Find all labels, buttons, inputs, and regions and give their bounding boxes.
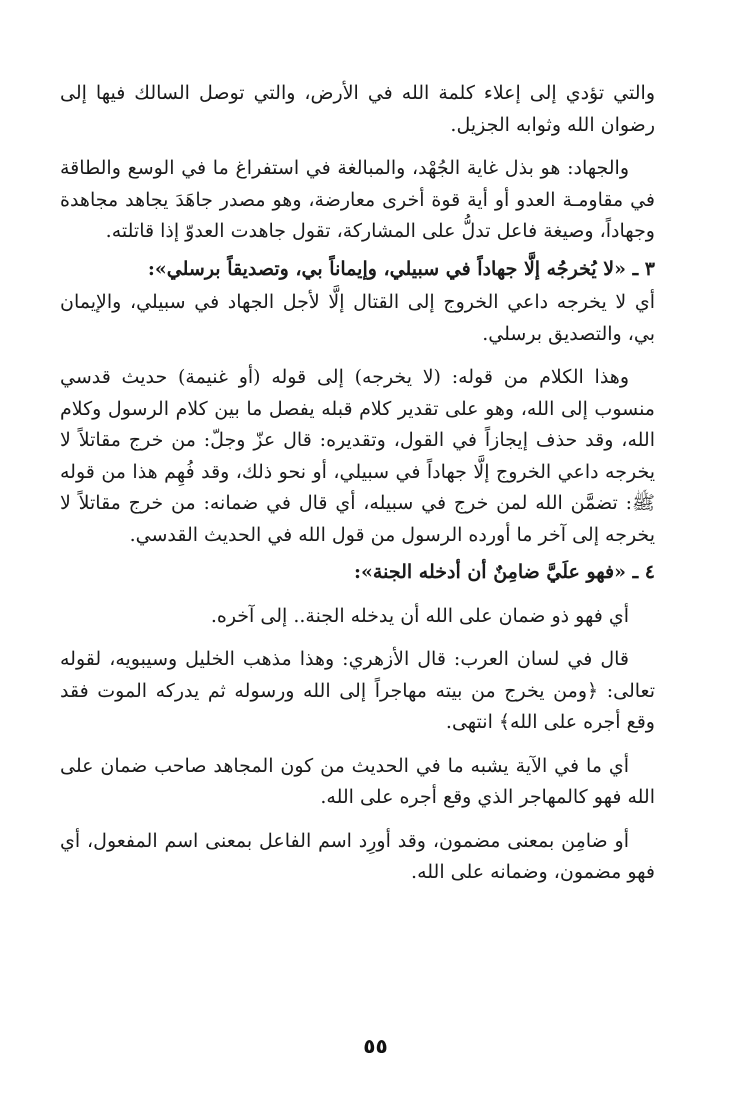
paragraph-lisan-al-arab: قال في لسان العرب: قال الأزهري: وهذا مذهب الخليل وسيبويه، لقوله تعالى: ﴿ومن يخرج من بيته مهاجراً إلى الله ورسوله ثم يدركه الموت فقد وقع أجره على الله﴾ انتهى. xyxy=(60,648,655,733)
page-number: ٥٥ xyxy=(363,1034,388,1058)
paragraph-qudsi-hadith: وهذا الكلام من قوله: (لا يخرجه) إلى قوله (أو غنيمة) حديث قدسي منسوب إلى الله، وهو على تقدير كلام قبله يفصل ما بين كلام الرسول وكلام الله، وقد حذف إيجازاً في القول، وتقديره: قال عزّ وجلّ: من خرج مقاتلاً لا يخرجه داعي الخروج إلَّا جهاداً في سبيلي، أو نحو ذلك، وقد فُهِم هذا من قوله ﷺ: تضمَّن الله لمن خرج في سبيله، أي قال في ضمانه: من خرج مقاتلاً لا يخرجه إلى آخر ما أورده الرسول من قول الله في الحديث القدسي. xyxy=(60,366,655,546)
page-body xyxy=(60,78,655,889)
paragraph-damin-meaning: أو ضامِن بمعنى مضمون، وقد أورِد اسم الفاعل بمعنى اسم المفعول، أي فهو مضمون، وضمانه على الله. xyxy=(60,829,655,883)
paragraph-intro-continuation: والتي تؤدي إلى إعلاء كلمة الله في الأرض، والتي توصل السالك فيها إلى رضوان الله وثوابه الجزيل. xyxy=(60,82,655,136)
paragraph-verse-comparison: أي ما في الآية يشبه ما في الحديث من كون المجاهد صاحب ضمان على الله فهو كالمهاجر الذي وقع أجره على الله. xyxy=(60,754,655,808)
paragraph-jihad-definition: والجهاد: هو بذل غاية الجُهْد، والمبالغة في استفراغ ما في الوسع والطاقة في مقاومـة العدو أو أية قوة أخرى معارضة، وهو مصدر جاهَدَ يجاهد مجاهدة وجهاداً، وصيغة فاعل تدلُّ على المشاركة، تقول جاهدت العدوّ إذا قاتلته. xyxy=(60,157,655,242)
section-heading-3: ٣ ـ «لا يُخرجُه إلَّا جهاداً في سبيلي، وإيماناً بي، وتصديقاً برسلي»: xyxy=(147,257,655,280)
paragraph-explanation-3: أي لا يخرجه داعي الخروج إلى القتال إلَّا لأجل الجهاد في سبيلي، والإيمان بي، والتصديق برسلي. xyxy=(60,291,655,345)
section-heading-4: ٤ ـ «فهو علَيَّ ضامِنٌ أن أدخله الجنة»: xyxy=(354,561,655,583)
paragraph-explanation-4: أي فهو ذو ضمان على الله أن يدخله الجنة.. إلى آخره. xyxy=(210,604,629,627)
